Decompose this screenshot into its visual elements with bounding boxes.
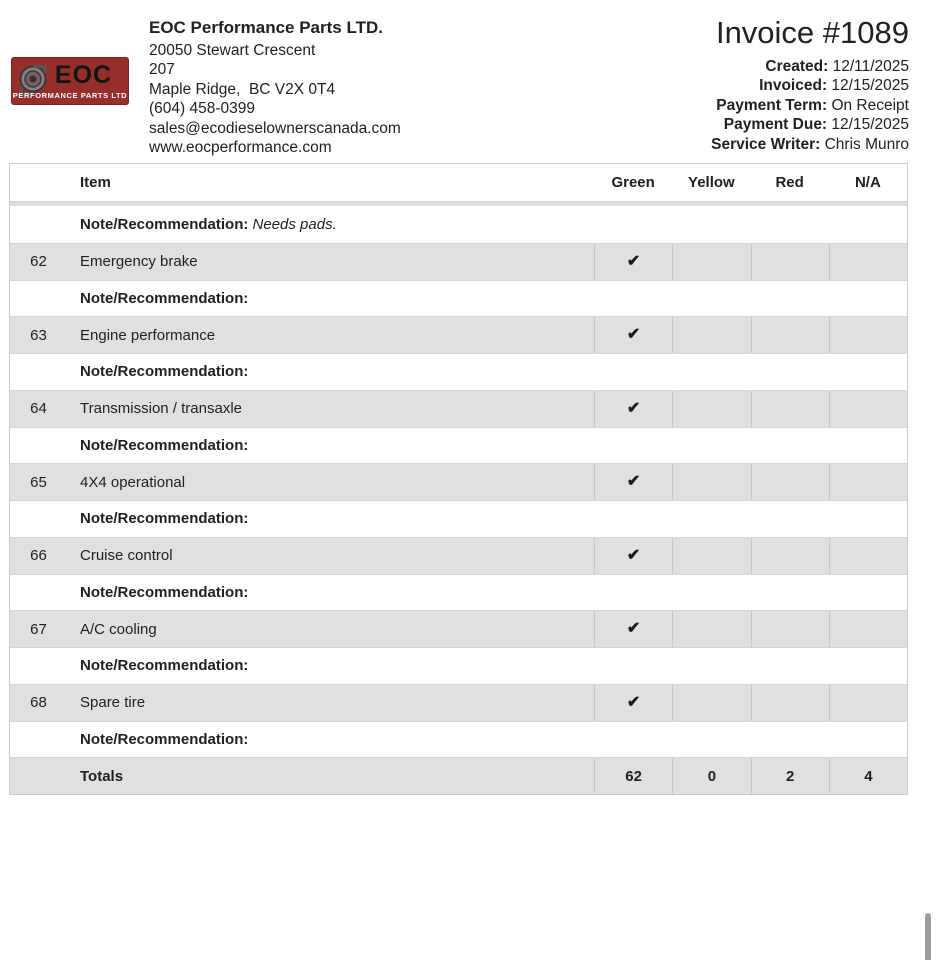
row-item-name: A/C cooling: [80, 620, 157, 638]
cell-yellow: [672, 317, 750, 353]
company-address-line3: Maple Ridge, BC V2X 0T4: [149, 80, 336, 98]
cell-yellow: [672, 538, 750, 574]
cell-red: [751, 244, 829, 280]
totals-green: 62: [594, 758, 672, 794]
row-item-name: Emergency brake: [80, 253, 198, 271]
row-number: 67: [30, 620, 47, 638]
cell-green: [594, 611, 672, 647]
row-number: 63: [30, 326, 47, 344]
cell-red: [751, 685, 829, 721]
cell-na: [829, 391, 907, 427]
note-label: Note/Recommendation:: [80, 657, 249, 675]
note-label: Note/Recommendation:: [80, 215, 249, 233]
note-row-63: [10, 353, 907, 390]
logo-subtext: PERFORMANCE PARTS LTD: [12, 91, 128, 100]
invoice-payment-due: [711, 115, 909, 134]
invoice-service-writer-value: Chris Munro: [820, 135, 909, 153]
note-row-64: [10, 427, 907, 464]
row-item-name: 4X4 operational: [80, 473, 186, 491]
row-number: 68: [30, 694, 47, 712]
note-row-66: [10, 574, 907, 611]
note-cell: [10, 363, 248, 380]
check-icon: ✔: [626, 473, 641, 491]
note-label: Note/Recommendation:: [80, 436, 249, 454]
note-row-68: [10, 721, 907, 758]
totals-red: 2: [751, 758, 829, 794]
cell-na: [829, 317, 907, 353]
company-website: www.eocperformance.com: [149, 139, 332, 157]
invoice-created-label: Created:: [765, 58, 829, 75]
header-item: Item: [80, 174, 111, 191]
totals-row: [10, 757, 907, 794]
table-row-65: [10, 463, 907, 500]
note-label: Note/Recommendation:: [80, 289, 249, 307]
company-logo: [11, 57, 129, 105]
invoice-payment-due-value: 12/15/2025: [827, 116, 909, 134]
company-info: [149, 17, 401, 157]
cell-red: [751, 464, 829, 500]
cell-na: [829, 685, 907, 721]
cell-red: [751, 317, 829, 353]
check-icon: ✔: [626, 693, 641, 711]
cell-green: [594, 391, 672, 427]
note-row-65: [10, 500, 907, 537]
cell-yellow: [672, 685, 750, 721]
check-icon: ✔: [626, 399, 641, 417]
totals-yellow: 0: [672, 758, 750, 794]
note-label: Note/Recommendation:: [80, 730, 249, 748]
invoice-header: [711, 12, 909, 154]
invoice-created: [711, 57, 909, 76]
header-green: Green: [611, 174, 655, 191]
cell-red: [751, 611, 829, 647]
table-row-62: [10, 243, 907, 280]
cell-green: [594, 464, 672, 500]
invoice-payment-term-label: Payment Term:: [716, 96, 828, 114]
cell-red: [751, 538, 829, 574]
company-address-line2: 207: [149, 61, 175, 79]
invoice-payment-term: [711, 96, 909, 115]
table-header-row: [10, 164, 907, 201]
note-cell: [10, 731, 248, 748]
cell-yellow: [672, 464, 750, 500]
invoice-title: Invoice #1089: [715, 15, 909, 50]
logo-text: EOC: [54, 61, 113, 89]
note-label: Note/Recommendation:: [80, 363, 249, 381]
check-icon: ✔: [626, 326, 641, 344]
cell-yellow: [672, 391, 750, 427]
cell-na: [829, 244, 907, 280]
note-row-leading: [10, 206, 907, 243]
company-phone: (604) 458-0399: [149, 100, 255, 118]
header-na: N/A: [854, 174, 881, 191]
inspection-table: [9, 163, 908, 795]
table-row-63: [10, 316, 907, 353]
row-number: 62: [30, 253, 47, 271]
cell-na: [829, 538, 907, 574]
table-row-66: [10, 537, 907, 574]
cell-na: [829, 611, 907, 647]
cell-green: [594, 538, 672, 574]
invoice-created-value: 12/11/2025: [828, 58, 909, 75]
table-row-64: [10, 390, 907, 427]
check-icon: ✔: [626, 252, 641, 270]
invoice-service-writer-label: Service Writer:: [711, 135, 821, 153]
cell-yellow: [672, 244, 750, 280]
note-cell: [10, 216, 337, 233]
row-item-name: Transmission / transaxle: [80, 400, 242, 418]
totals-na: 4: [829, 758, 907, 794]
row-number: 66: [30, 547, 47, 565]
row-number: 65: [30, 473, 47, 491]
row-item-name: Cruise control: [80, 547, 173, 565]
vertical-scrollbar-thumb[interactable]: [925, 913, 931, 960]
invoice-invoiced-label: Invoiced:: [759, 77, 828, 95]
cell-na: [829, 464, 907, 500]
company-email: sales@ecodieselownerscanada.com: [149, 119, 401, 137]
invoice-service-writer: [711, 135, 909, 154]
row-item-name: Spare tire: [80, 694, 146, 712]
note-cell: [10, 290, 248, 307]
row-number: 64: [30, 400, 47, 418]
company-address-line1: 20050 Stewart Crescent: [149, 42, 316, 59]
note-cell: [10, 584, 248, 601]
table-row-67: [10, 610, 907, 647]
invoice-payment-due-label: Payment Due:: [723, 116, 828, 134]
header-yellow: Yellow: [688, 174, 735, 191]
check-icon: ✔: [626, 620, 641, 638]
invoice-invoiced-value: 12/15/2025: [827, 77, 909, 95]
totals-label: Totals: [80, 767, 124, 785]
cell-green: [594, 685, 672, 721]
cell-red: [751, 391, 829, 427]
check-icon: ✔: [626, 546, 641, 564]
note-cell: [10, 510, 248, 527]
invoice-payment-term-value: On Receipt: [827, 96, 909, 114]
cell-green: [594, 317, 672, 353]
note-cell: [10, 437, 248, 454]
header-red: Red: [775, 174, 804, 191]
table-row-68: [10, 684, 907, 721]
note-row-67: [10, 647, 907, 684]
note-text: Needs pads.: [248, 215, 337, 233]
company-name: EOC Performance Parts LTD.: [149, 18, 383, 37]
note-label: Note/Recommendation:: [80, 583, 249, 601]
row-item-name: Engine performance: [80, 326, 216, 344]
note-cell: [10, 657, 248, 674]
note-label: Note/Recommendation:: [80, 510, 249, 528]
cell-yellow: [672, 611, 750, 647]
note-row-62: [10, 280, 907, 317]
invoice-invoiced: [711, 76, 909, 95]
cell-green: [594, 244, 672, 280]
